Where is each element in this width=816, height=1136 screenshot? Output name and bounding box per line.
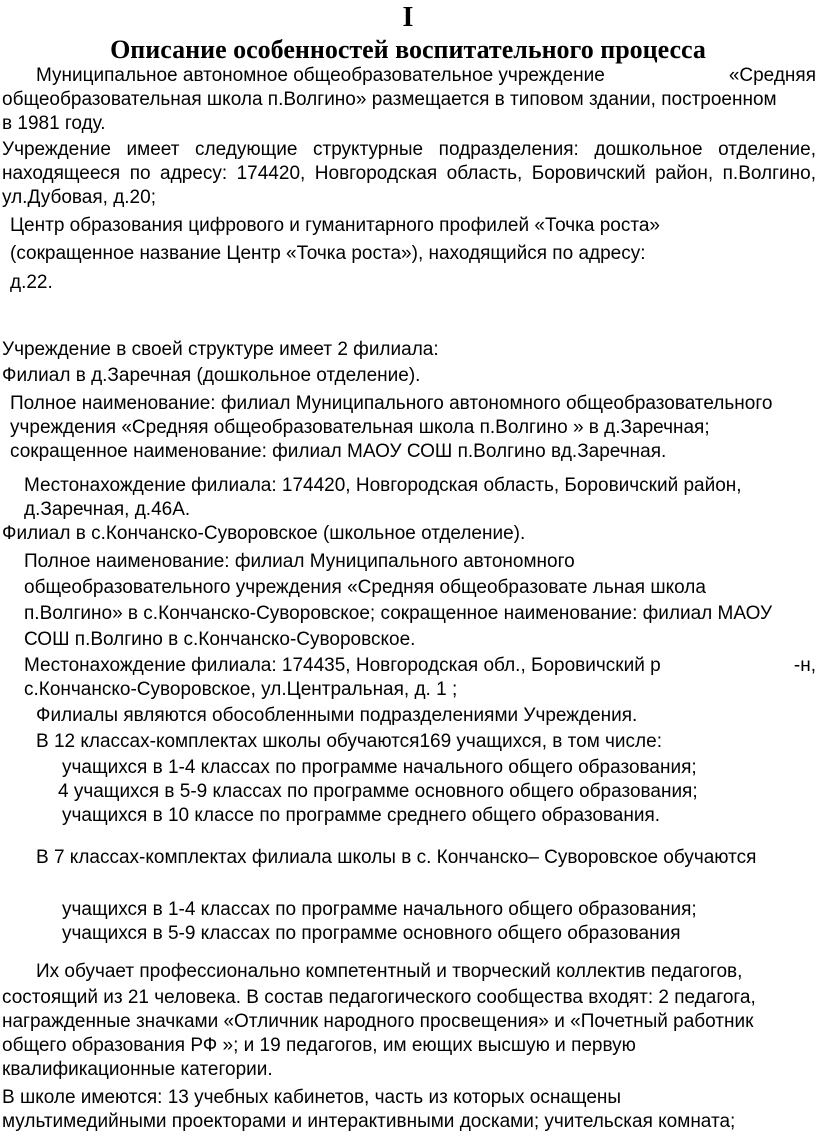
text-line — [2, 162, 816, 186]
text-line: Местонахождение филиала: 174420, Новгородская область, Боровичский район, — [24, 475, 742, 496]
text-fragment: Муниципальное автономное общеобразовательное учреждение — [36, 65, 605, 86]
text-line: общего образования РФ »; и 19 педагогов, им еющих высшую и первую — [2, 1035, 636, 1056]
text-line: СОШ п.Волгино в с.Кончанско-Суворовское. — [24, 629, 416, 650]
text-line: общеобразовательного учреждения «Средняя общеобразовате льная школа — [24, 577, 706, 598]
text-fragment: отделение, — [718, 139, 816, 160]
text-line: учащихся в 10 классе по программе среднего общего образования. — [62, 805, 661, 826]
text-line: В школе имеются: 13 учебных кабинетов, часть из которых оснащены — [2, 1087, 622, 1108]
text-fragment: Учреждение — [2, 139, 111, 160]
text-fragment: -н, — [793, 655, 816, 676]
text-line: 4 учащихся в 5-9 классах по программе основного общего образования; — [58, 781, 698, 802]
text-line — [36, 64, 816, 88]
text-line: д.Заречная, д.46А. — [24, 499, 191, 520]
text-fragment: имеет — [126, 139, 180, 160]
text-line: В 7 классах-комплектах филиала школы в с. Кончанско– Суворовское обучаются — [36, 847, 757, 868]
text-fragment: п.Волгино, — [722, 163, 816, 184]
text-line: Филиалы являются обособленными подразделениями Учреждения. — [36, 705, 638, 726]
text-line: с.Кончанско-Суворовское, ул.Центральная, д. 1 ; — [24, 679, 458, 700]
text-line: награжденные значками «Отличник народного просвещения» и «Почетный работник — [2, 1011, 754, 1032]
text-line: (сокращенное название Центр «Точка роста»), находящийся по адресу: — [10, 243, 646, 264]
section-title: Описание особенностей воспитательного процесса — [110, 35, 706, 64]
text-line: сокращенное наименование: филиал МАОУ СОШ п.Волгино вд.Заречная. — [10, 441, 667, 462]
section-number: I — [402, 2, 414, 33]
text-line — [2, 138, 816, 162]
text-line: д.22. — [10, 272, 53, 293]
text-line: мультимедийными проекторами и интерактивными досками; учительская комната; — [2, 1111, 736, 1132]
text-line: Филиал в д.Заречная (дошкольное отделение). — [2, 365, 421, 386]
text-fragment: Местонахождение филиала: 174435, Новгородская обл., Боровичский р — [24, 655, 661, 676]
text-line: учащихся в 1-4 классах по программе начального общего образования; — [62, 757, 697, 778]
text-fragment: 174420, — [236, 163, 306, 184]
text-fragment: «Средняя — [728, 65, 816, 86]
text-fragment: адресу: — [160, 163, 228, 184]
text-fragment: следующие — [195, 139, 298, 160]
text-line: в 1981 году. — [2, 113, 106, 134]
text-fragment: Боровичский — [531, 163, 646, 184]
text-fragment: по — [129, 163, 151, 184]
text-fragment: подразделения: — [438, 139, 579, 160]
text-line: Филиал в с.Кончанско-Суворовское (школьное отделение). — [2, 523, 526, 544]
text-line: Полное наименование: филиал Муниципального автономного общеобразовательного — [10, 393, 773, 414]
text-line: квалификационные категории. — [2, 1059, 273, 1080]
text-line — [24, 654, 816, 678]
text-line: В 12 классах-комплектах школы обучаются169 учащихся, в том числе: — [36, 731, 662, 752]
text-line: учащихся в 1-4 классах по программе начального общего образования; — [62, 899, 697, 920]
text-line: общеобразовательная школа п.Волгино» размещается в типовом здании, построенном — [2, 89, 777, 110]
text-fragment: структурные — [313, 139, 424, 160]
text-fragment: дошкольное — [594, 139, 703, 160]
text-line: состоящий из 21 человека. В состав педагогического сообщества входят: 2 педагога, — [2, 987, 756, 1008]
text-line: ул.Дубовая, д.20; — [2, 187, 156, 208]
text-fragment: Новгородская — [314, 163, 438, 184]
text-fragment: находящееся — [2, 163, 121, 184]
text-fragment: район, — [655, 163, 714, 184]
text-line: Учреждение в своей структуре имеет 2 филиала: — [2, 339, 439, 360]
text-line: п.Волгино» в с.Кончанско-Суворовское; сокращенное наименование: филиал МАОУ — [24, 603, 773, 624]
text-line: Их обучает профессионально компетентный и творческий коллектив педагогов, — [36, 961, 743, 982]
text-line: учащихся в 5-9 классах по программе основного общего образования — [62, 923, 681, 944]
text-line: Центр образования цифрового и гуманитарного профилей «Точка роста» — [10, 215, 660, 236]
text-fragment: область, — [446, 163, 523, 184]
text-line: учреждения «Средняя общеобразовательная школа п.Волгино » в д.Заречная; — [10, 417, 710, 438]
text-line: Полное наименование: филиал Муниципального автономного — [24, 551, 575, 572]
